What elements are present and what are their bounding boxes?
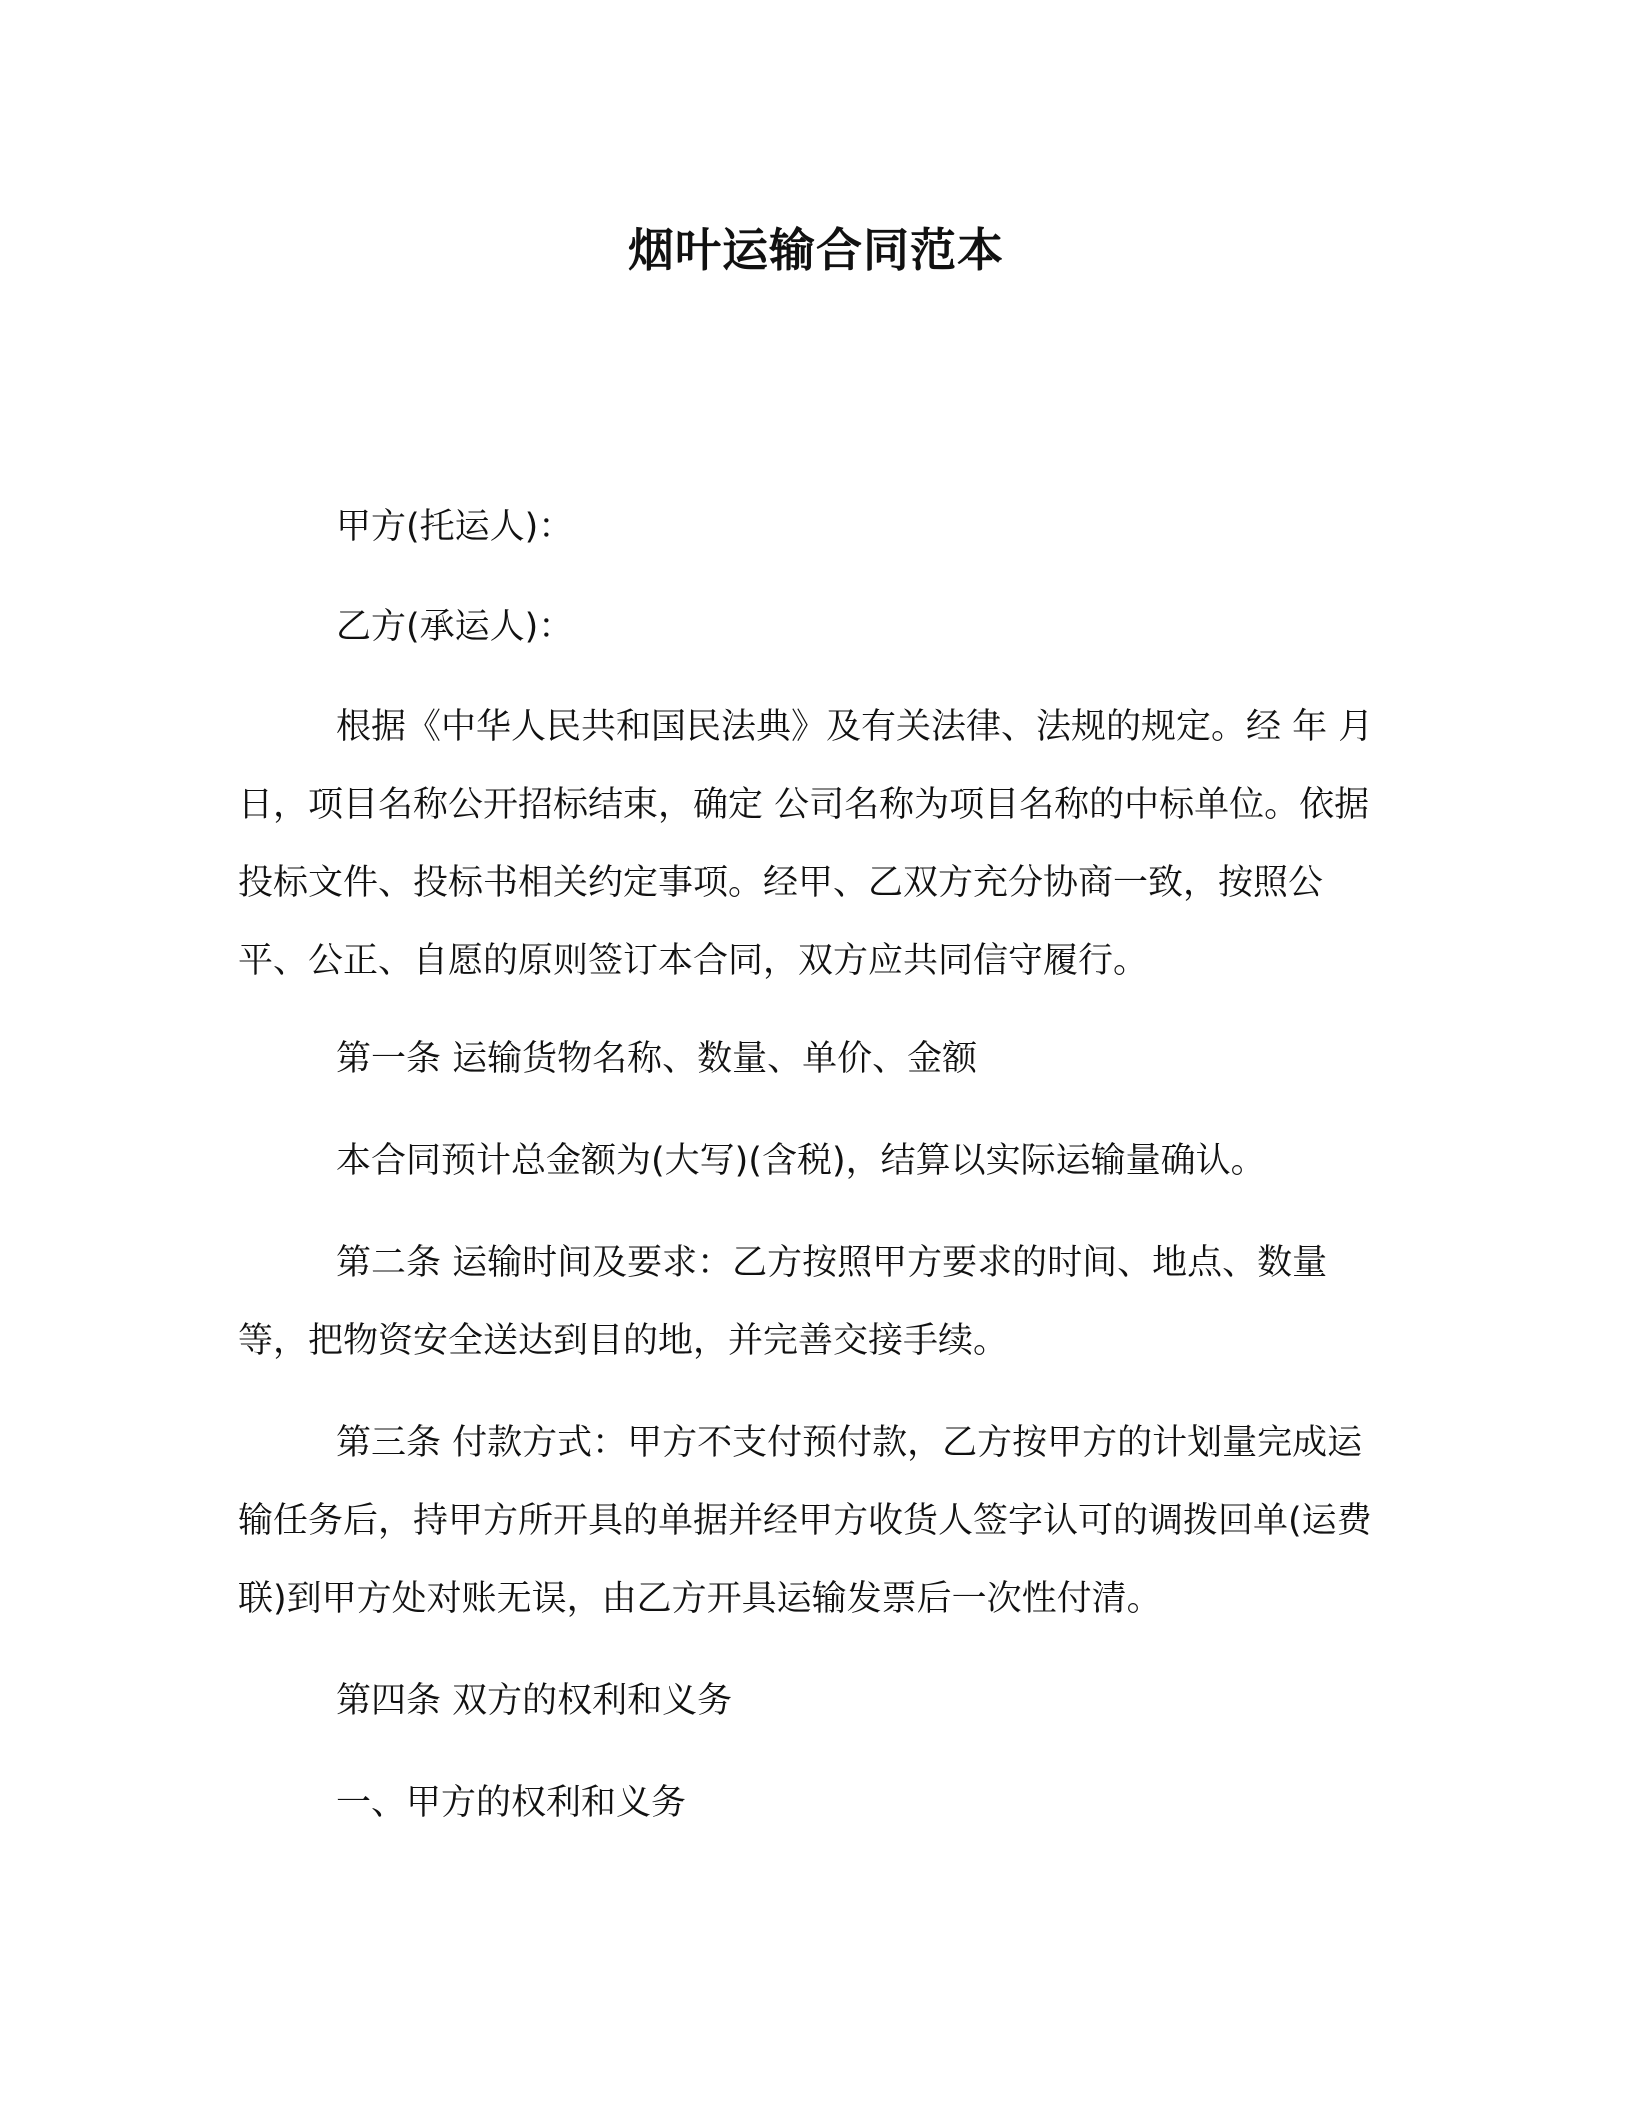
preamble-paragraph: 根据《中华人民共和国民法典》及有关法律、法规的规定。经 年 月 日，项目名称公开招标结束，确定 公司名称为项目名称的中标单位。依据投标文件、投标书相关约定事项。经甲、乙双方充分协商一致，按照公平、公正、自愿的原则签订本合同，双方应共同信守履行。: [238, 707, 1374, 981]
article-1-heading: 第一条 运输货物名称、数量、单价、金额: [336, 1039, 978, 1079]
article-1-text: 本合同预计总金额为(大写)(含税)，结算以实际运输量确认。: [336, 1141, 1266, 1181]
document-title: 烟叶运输合同范本: [628, 223, 1004, 277]
article-2-paragraph: 第二条 运输时间及要求：乙方按照甲方要求的时间、地点、数量等，把物资安全送达到目的地，并完善交接手续。: [238, 1243, 1328, 1361]
article-3-paragraph: 第三条 付款方式：甲方不支付预付款，乙方按甲方的计划量完成运输任务后，持甲方所开具的单据并经甲方收货人签字认可的调拨回单(运费联)到甲方处对账无误，由乙方开具运输发票后一次性付清。: [238, 1423, 1372, 1619]
party-a-line: 甲方(托运人)：: [336, 507, 574, 547]
article-4-heading: 第四条 双方的权利和义务: [336, 1681, 733, 1721]
section-1-heading: 一、甲方的权利和义务: [336, 1783, 687, 1823]
party-b-line: 乙方(承运人)：: [336, 607, 574, 647]
